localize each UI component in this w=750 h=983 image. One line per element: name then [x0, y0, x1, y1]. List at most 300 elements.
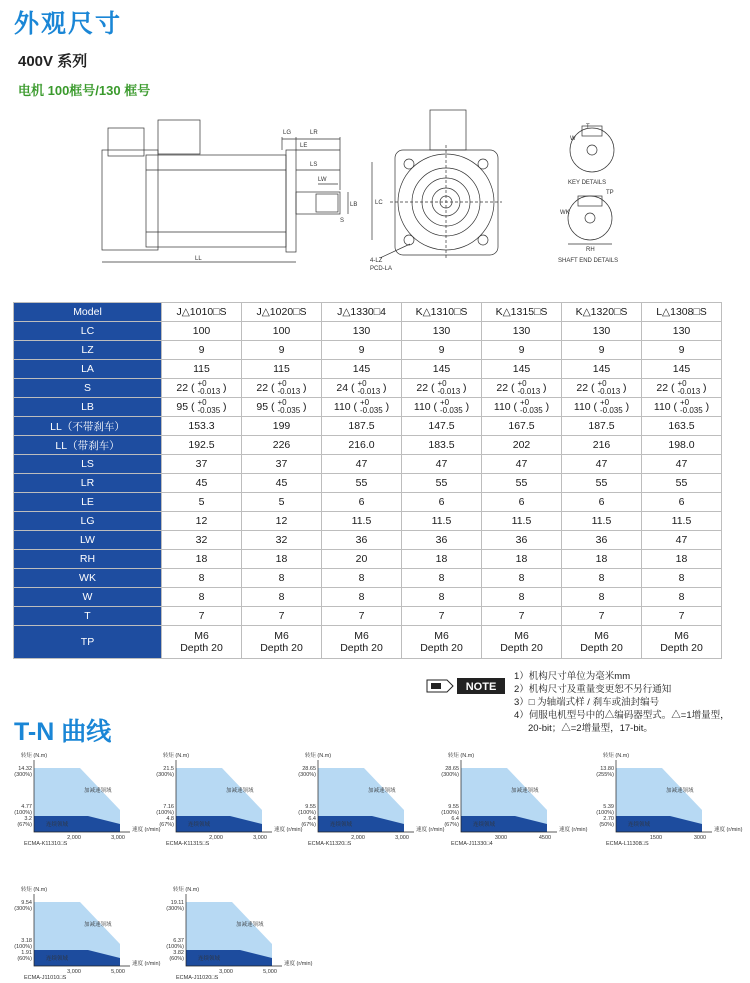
y-tick-label: 19.11	[170, 900, 184, 906]
table-cell: 18	[402, 550, 482, 569]
table-cell: 22 ( +0 -0.013 )	[482, 379, 562, 398]
table-cell: M6 Depth 20	[402, 626, 482, 659]
table-cell: 8	[482, 569, 562, 588]
y-tick-label: 2.70	[603, 816, 614, 822]
row-header: LC	[14, 322, 162, 341]
y-tick-label: 9.55	[448, 804, 459, 810]
model-label: ECMA-J11020□S	[176, 975, 219, 981]
table-cell: 8	[562, 588, 642, 607]
model-label: ECMA-J11330□4	[451, 841, 493, 847]
table-cell: 95 ( +0 -0.035 )	[162, 398, 242, 417]
table-row	[14, 341, 722, 360]
table-cell: 55	[562, 474, 642, 493]
table-cell: 36	[322, 531, 402, 550]
table-row	[14, 512, 722, 531]
dim-lb: LB	[350, 202, 358, 208]
x-tick-label: 4500	[538, 835, 552, 841]
tolerance-upper: +0	[357, 379, 367, 388]
y-tick-label: 21.5	[163, 766, 174, 772]
table-cell: 202	[482, 436, 562, 455]
table-cell: 8	[402, 569, 482, 588]
svg-text:NOTE: NOTE	[465, 681, 497, 693]
x-tick-label: 3,000	[395, 835, 409, 841]
dim-le: LE	[300, 143, 308, 149]
table-cell: 110 ( +0 -0.035 )	[642, 398, 722, 417]
model-label: ECMA-K11310□S	[24, 841, 68, 847]
table-column-header: K△1320□S	[562, 303, 642, 322]
row-header: RH	[14, 550, 162, 569]
table-cell: 9	[402, 341, 482, 360]
table-cell: 22 ( +0 -0.013 )	[562, 379, 642, 398]
table-cell: 183.5	[402, 436, 482, 455]
x-tick-label: 2,000	[351, 835, 365, 841]
table-cell: 37	[242, 455, 322, 474]
table-cell: 187.5	[562, 417, 642, 436]
y-tick-label: (50%)	[599, 822, 614, 828]
table-column-header: K△1310□S	[402, 303, 482, 322]
y-tick-label: 4.77	[21, 804, 32, 810]
table-cell: 100	[162, 322, 242, 341]
tolerance-upper: +0	[677, 379, 687, 388]
y-tick-label: (300%)	[14, 772, 32, 778]
tn-chart	[435, 748, 588, 848]
table-cell: 7	[242, 607, 322, 626]
table-cell: 130	[642, 322, 722, 341]
y-tick-label: 7.16	[163, 804, 174, 810]
tolerance-lower: -0.013	[277, 387, 301, 396]
torque-axis-label: 转矩 (N.m)	[162, 753, 190, 759]
accel-label: 加减速领域	[226, 788, 254, 794]
table-cell: 20	[322, 550, 402, 569]
note-line: 20-bit；△=2增量型，17-bit。	[528, 723, 653, 734]
table-cell: 147.5	[402, 417, 482, 436]
y-tick-label: 4.8	[166, 816, 174, 822]
table-cell: 8	[322, 588, 402, 607]
table-cell: 145	[642, 360, 722, 379]
table-cell: 22 ( +0 -0.013 )	[242, 379, 322, 398]
dim-s: S	[340, 218, 345, 224]
y-tick-label: 9.55	[305, 804, 316, 810]
row-header: LB	[14, 398, 162, 417]
x-tick-label: 2,000	[67, 835, 81, 841]
table-cell: 8	[562, 569, 642, 588]
table-cell: 36	[562, 531, 642, 550]
dim-tp: TP	[606, 190, 614, 196]
table-cell: M6 Depth 20	[642, 626, 722, 659]
frame-subtitle: 电机 100框号/130 框号	[18, 83, 151, 98]
table-cell: 8	[402, 588, 482, 607]
table-cell: 110 ( +0 -0.035 )	[482, 398, 562, 417]
shaft-details-label: SHAFT END DETAILS	[558, 258, 619, 264]
y-tick-label: (100%)	[298, 810, 316, 816]
tolerance-upper: +0	[517, 379, 527, 388]
table-cell: 18	[242, 550, 322, 569]
speed-axis-label: 速度 (r/min)	[714, 827, 743, 833]
table-cell: 11.5	[402, 512, 482, 531]
table-cell: 130	[322, 322, 402, 341]
table-cell: 11.5	[322, 512, 402, 531]
table-cell: 55	[402, 474, 482, 493]
dim-lr: LR	[310, 130, 318, 136]
table-cell: 45	[162, 474, 242, 493]
table-cell: 145	[562, 360, 642, 379]
x-tick-label: 5,000	[111, 969, 125, 975]
y-tick-label: (255%)	[596, 772, 614, 778]
x-tick-label: 3000	[693, 835, 707, 841]
table-row	[14, 531, 722, 550]
tn-section-title: T-N 曲线	[14, 718, 112, 746]
y-tick-label: (60%)	[17, 956, 32, 962]
table-cell: 130	[402, 322, 482, 341]
continuous-label: 连续领域	[46, 822, 69, 828]
table-cell: 9	[162, 341, 242, 360]
note-line: 1）机构尺寸单位为毫米mm	[514, 671, 631, 682]
dim-wk: WK	[560, 210, 570, 216]
table-cell: 55	[322, 474, 402, 493]
note-line: 2）机构尺寸及重量变更恕不另行通知	[514, 684, 672, 695]
y-tick-label: 3.2	[24, 816, 32, 822]
table-cell: 47	[482, 455, 562, 474]
series-title: 400V 系列	[18, 53, 88, 70]
dim-lw: LW	[318, 177, 327, 183]
table-cell: 5	[162, 493, 242, 512]
table-cell: 110 ( +0 -0.035 )	[562, 398, 642, 417]
y-tick-label: (300%)	[166, 906, 184, 912]
tolerance-lower: -0.035	[679, 406, 703, 415]
table-row	[14, 436, 722, 455]
row-header: LE	[14, 493, 162, 512]
tolerance-lower: -0.035	[277, 406, 301, 415]
tolerance-lower: -0.013	[517, 387, 541, 396]
table-cell: 110 ( +0 -0.035 )	[402, 398, 482, 417]
y-tick-label: (67%)	[444, 822, 459, 828]
table-cell: 7	[642, 607, 722, 626]
table-cell: 24 ( +0 -0.013 )	[322, 379, 402, 398]
dim-lz: 4-LZ	[370, 258, 383, 264]
table-cell: 8	[482, 588, 562, 607]
table-cell: 6	[322, 493, 402, 512]
tolerance-lower: -0.035	[197, 406, 221, 415]
table-cell: 145	[322, 360, 402, 379]
continuous-label: 连续领域	[188, 822, 211, 828]
y-tick-label: 1.91	[21, 950, 32, 956]
table-column-header: J△1330□4	[322, 303, 402, 322]
x-tick-label: 1500	[649, 835, 663, 841]
table-cell: 8	[642, 569, 722, 588]
torque-axis-label: 转矩 (N.m)	[304, 753, 332, 759]
tolerance-lower: -0.013	[437, 387, 461, 396]
tolerance-upper: +0	[597, 379, 607, 388]
y-tick-label: 6.4	[308, 816, 316, 822]
accel-label: 加减速领域	[666, 788, 694, 794]
model-label: ECMA-K11315□S	[166, 841, 210, 847]
table-row	[14, 455, 722, 474]
table-cell: 18	[642, 550, 722, 569]
x-tick-label: 3000	[494, 835, 508, 841]
table-cell: 163.5	[642, 417, 722, 436]
table-cell: 47	[402, 455, 482, 474]
note-badge	[425, 676, 507, 696]
table-cell: 145	[482, 360, 562, 379]
tolerance-upper: +0	[679, 398, 690, 407]
table-cell: 9	[242, 341, 322, 360]
table-cell: 9	[322, 341, 402, 360]
table-cell: 115	[242, 360, 322, 379]
table-cell: M6 Depth 20	[482, 626, 562, 659]
table-cell: 7	[562, 607, 642, 626]
x-tick-label: 3,000	[67, 969, 81, 975]
tolerance-lower: -0.013	[677, 387, 701, 396]
tn-chart	[292, 748, 445, 848]
table-cell: 9	[642, 341, 722, 360]
tolerance-upper: +0	[599, 398, 610, 407]
table-cell: 192.5	[162, 436, 242, 455]
table-cell: 100	[242, 322, 322, 341]
accel-label: 加减速领域	[84, 922, 112, 928]
tn-chart	[8, 748, 161, 848]
row-header: LR	[14, 474, 162, 493]
tolerance-upper: +0	[439, 398, 450, 407]
y-tick-label: (300%)	[156, 772, 174, 778]
table-cell: 198.0	[642, 436, 722, 455]
row-header: LS	[14, 455, 162, 474]
table-cell: 9	[482, 341, 562, 360]
y-tick-label: (100%)	[596, 810, 614, 816]
table-cell: 115	[162, 360, 242, 379]
table-row	[14, 607, 722, 626]
accel-label: 加减速领域	[236, 922, 264, 928]
table-cell: 12	[162, 512, 242, 531]
y-tick-label: 13.80	[600, 766, 614, 772]
table-cell: 11.5	[482, 512, 562, 531]
tn-chart	[8, 882, 161, 982]
table-cell: 6	[562, 493, 642, 512]
tolerance-upper: +0	[359, 398, 370, 407]
connector-box	[158, 120, 200, 154]
table-cell: 47	[642, 531, 722, 550]
y-tick-label: 9.54	[21, 900, 32, 906]
tolerance-lower: -0.013	[197, 387, 221, 396]
table-cell: 55	[642, 474, 722, 493]
tn-chart	[590, 748, 743, 848]
dim-ls: LS	[310, 162, 318, 168]
tn-chart	[160, 882, 313, 982]
y-tick-label: (100%)	[156, 810, 174, 816]
table-cell: 8	[242, 569, 322, 588]
table-cell: 32	[242, 531, 322, 550]
encoder-box	[108, 128, 144, 156]
row-header: S	[14, 379, 162, 398]
torque-axis-label: 转矩 (N.m)	[20, 887, 48, 893]
table-cell: 22 ( +0 -0.013 )	[162, 379, 242, 398]
x-tick-label: 5,000	[263, 969, 277, 975]
table-cell: 8	[162, 588, 242, 607]
speed-axis-label: 速度 (r/min)	[132, 961, 161, 967]
y-tick-label: (100%)	[441, 810, 459, 816]
y-tick-label: (67%)	[17, 822, 32, 828]
continuous-label: 连续领域	[46, 956, 69, 962]
table-cell: 18	[562, 550, 642, 569]
y-tick-label: (300%)	[14, 906, 32, 912]
table-cell: M6 Depth 20	[322, 626, 402, 659]
table-cell: 167.5	[482, 417, 562, 436]
table-row	[14, 417, 722, 436]
table-cell: 7	[402, 607, 482, 626]
tolerance-lower: -0.035	[519, 406, 543, 415]
torque-axis-label: 转矩 (N.m)	[20, 753, 48, 759]
table-cell: 6	[482, 493, 562, 512]
y-tick-label: (100%)	[14, 944, 32, 950]
accel-label: 加减速领域	[511, 788, 539, 794]
table-row	[14, 360, 722, 379]
table-cell: 47	[562, 455, 642, 474]
table-cell: 130	[562, 322, 642, 341]
table-row	[14, 398, 722, 417]
speed-axis-label: 速度 (r/min)	[284, 961, 313, 967]
table-cell: 8	[242, 588, 322, 607]
row-header: LL（不带刹车）	[14, 417, 162, 436]
torque-axis-label: 转矩 (N.m)	[447, 753, 475, 759]
continuous-label: 连续领域	[198, 956, 221, 962]
continuous-label: 连续领域	[628, 822, 651, 828]
model-label: ECMA-K11320□S	[308, 841, 352, 847]
page-title: 外观尺寸	[14, 10, 123, 38]
dim-rh: RH	[586, 247, 595, 253]
y-tick-label: (100%)	[166, 944, 184, 950]
table-cell: 47	[322, 455, 402, 474]
dim-w: W	[570, 136, 576, 142]
model-label: ECMA-L11308□S	[606, 841, 649, 847]
row-header: WK	[14, 569, 162, 588]
table-cell: 55	[482, 474, 562, 493]
x-tick-label: 3,000	[253, 835, 267, 841]
y-tick-label: (100%)	[14, 810, 32, 816]
tolerance-upper: +0	[197, 398, 207, 407]
table-cell: M6 Depth 20	[162, 626, 242, 659]
tolerance-upper: +0	[197, 379, 207, 388]
table-cell: 47	[642, 455, 722, 474]
row-header: LG	[14, 512, 162, 531]
table-column-header: J△1010□S	[162, 303, 242, 322]
row-header: W	[14, 588, 162, 607]
y-tick-label: (60%)	[169, 956, 184, 962]
row-header: T	[14, 607, 162, 626]
table-cell: 145	[402, 360, 482, 379]
table-cell: 130	[482, 322, 562, 341]
table-cell: 5	[242, 493, 322, 512]
accel-label: 加减速领域	[84, 788, 112, 794]
table-cell: 18	[162, 550, 242, 569]
table-cell: 18	[482, 550, 562, 569]
y-tick-label: (300%)	[441, 772, 459, 778]
row-header: LZ	[14, 341, 162, 360]
table-cell: 226	[242, 436, 322, 455]
table-column-header: K△1315□S	[482, 303, 562, 322]
table-cell: 110 ( +0 -0.035 )	[322, 398, 402, 417]
x-tick-label: 3,000	[219, 969, 233, 975]
continuous-label: 连续领域	[330, 822, 353, 828]
dim-lc: LC	[375, 200, 383, 206]
row-header: LA	[14, 360, 162, 379]
y-tick-label: 28.65	[302, 766, 316, 772]
table-row	[14, 474, 722, 493]
torque-axis-label: 转矩 (N.m)	[172, 887, 200, 893]
note-line: 4）伺服电机型号中的△编码器型式。△=1增量型，	[514, 710, 730, 721]
x-tick-label: 2,000	[209, 835, 223, 841]
y-tick-label: 6.37	[173, 938, 184, 944]
y-tick-label: 5.39	[603, 804, 614, 810]
dim-lg: LG	[283, 130, 292, 136]
tolerance-lower: -0.013	[357, 387, 381, 396]
dim-la: PCD-LA	[370, 266, 393, 272]
y-tick-label: 6.4	[451, 816, 459, 822]
y-tick-label: 3.82	[173, 950, 184, 956]
table-cell: 153.3	[162, 417, 242, 436]
speed-axis-label: 速度 (r/min)	[416, 827, 445, 833]
y-tick-label: (300%)	[298, 772, 316, 778]
table-cell: 7	[322, 607, 402, 626]
table-cell: 7	[482, 607, 562, 626]
y-tick-label: 14.32	[18, 766, 32, 772]
table-cell: 95 ( +0 -0.035 )	[242, 398, 322, 417]
y-tick-label: 28.65	[445, 766, 459, 772]
table-cell: 37	[162, 455, 242, 474]
continuous-label: 连续领域	[473, 822, 496, 828]
speed-axis-label: 速度 (r/min)	[274, 827, 303, 833]
y-tick-label: (67%)	[301, 822, 316, 828]
table-column-header: J△1020□S	[242, 303, 322, 322]
table-row	[14, 569, 722, 588]
tolerance-upper: +0	[519, 398, 530, 407]
tolerance-lower: -0.035	[599, 406, 623, 415]
table-cell: 9	[562, 341, 642, 360]
table-column-header: L△1308□S	[642, 303, 722, 322]
y-tick-label: 3.18	[21, 938, 32, 944]
table-row	[14, 626, 722, 659]
tolerance-upper: +0	[437, 379, 447, 388]
table-cell: 11.5	[562, 512, 642, 531]
table-cell: 8	[162, 569, 242, 588]
table-row	[14, 322, 722, 341]
table-cell: 199	[242, 417, 322, 436]
table-cell: M6 Depth 20	[562, 626, 642, 659]
dim-ll: LL	[195, 256, 202, 262]
tn-chart	[150, 748, 303, 848]
speed-axis-label: 速度 (r/min)	[559, 827, 588, 833]
table-cell: 187.5	[322, 417, 402, 436]
table-cell: 6	[402, 493, 482, 512]
row-header: TP	[14, 626, 162, 659]
model-label: ECMA-J11010□S	[24, 975, 67, 981]
torque-axis-label: 转矩 (N.m)	[602, 753, 630, 759]
tolerance-lower: -0.013	[597, 387, 621, 396]
table-row	[14, 550, 722, 569]
dimension-table	[13, 302, 722, 659]
x-tick-label: 3,000	[111, 835, 125, 841]
table-cell: 32	[162, 531, 242, 550]
table-cell: 8	[322, 569, 402, 588]
table-cell: 22 ( +0 -0.013 )	[402, 379, 482, 398]
table-row	[14, 493, 722, 512]
table-cell: 45	[242, 474, 322, 493]
tolerance-upper: +0	[277, 379, 287, 388]
tolerance-lower: -0.035	[359, 406, 383, 415]
table-row	[14, 379, 722, 398]
table-cell: 8	[642, 588, 722, 607]
table-cell: M6 Depth 20	[242, 626, 322, 659]
table-cell: 7	[162, 607, 242, 626]
table-cell: 11.5	[642, 512, 722, 531]
